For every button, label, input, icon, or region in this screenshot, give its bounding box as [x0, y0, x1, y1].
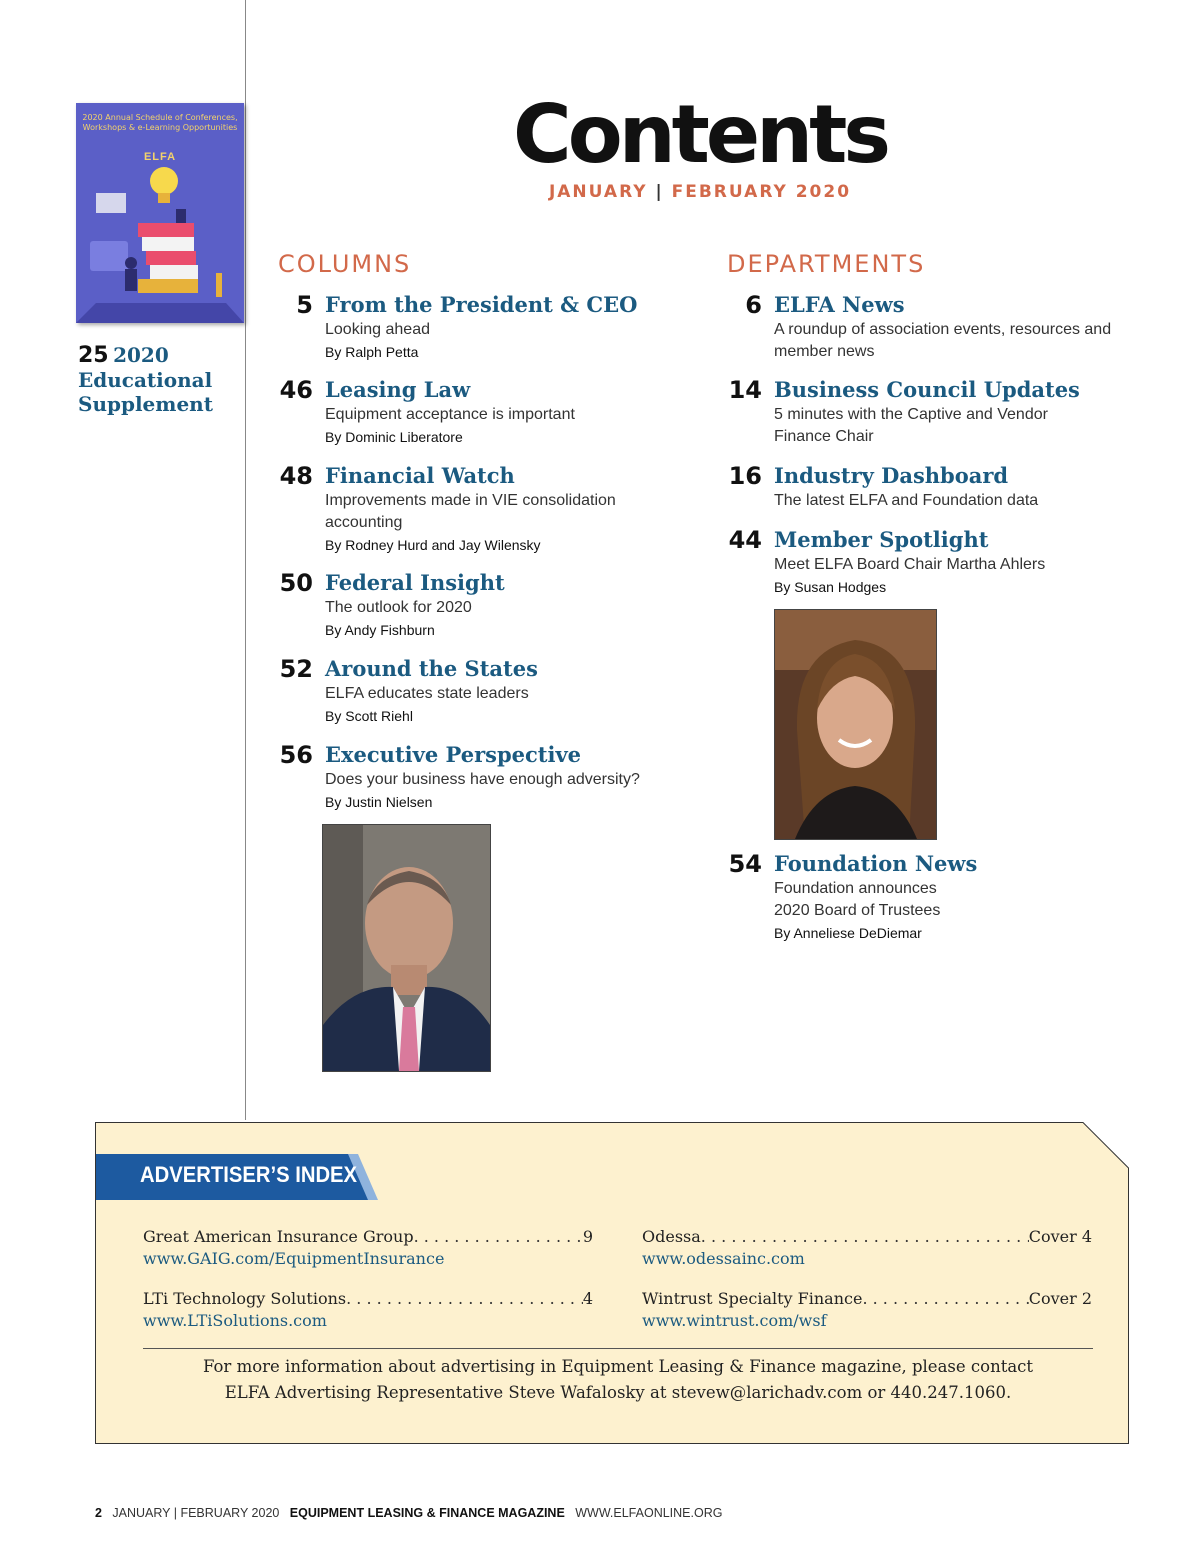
supplement-cover-image[interactable] — [76, 103, 244, 323]
toc-page-number: 46 — [279, 376, 313, 404]
toc-description: Does your business have enough adversity? — [325, 771, 640, 788]
toc-byline: By Ralph Petta — [325, 344, 419, 360]
toc-description: The outlook for 2020 — [325, 599, 472, 616]
toc-description: ELFA educates state leaders — [325, 685, 529, 702]
toc-page-number: 14 — [728, 376, 762, 404]
toc-entry[interactable] — [279, 741, 695, 813]
footer-issue: JANUARY | FEBRUARY 2020 — [112, 1506, 280, 1520]
advertiser-entry[interactable] — [642, 1226, 1092, 1270]
executive-portrait-photo — [322, 824, 491, 1072]
issue-date-left: JANUARY — [548, 182, 648, 202]
toc-title[interactable]: Business Council Updates — [774, 377, 1080, 402]
supplement-title-line2: Educational — [78, 368, 213, 392]
cover-illustration — [76, 163, 244, 323]
advertiser-page: 4 — [582, 1289, 593, 1308]
cover-title: 2020 Annual Schedule of Conferences, Workshops & e-Learning Opportunities — [82, 113, 238, 132]
advertisers-divider — [143, 1348, 1093, 1349]
toc-page-number: 54 — [728, 850, 762, 878]
toc-page-number: 52 — [279, 655, 313, 683]
toc-entry[interactable] — [745, 291, 1124, 363]
toc-page-number: 48 — [279, 462, 313, 490]
cover-logo: ELFA — [143, 151, 177, 163]
toc-entry[interactable] — [279, 376, 685, 448]
toc-byline: By Dominic Liberatore — [325, 429, 463, 445]
toc-entry[interactable] — [728, 462, 1124, 512]
advertiser-url-link[interactable]: www.LTiSolutions.com — [143, 1311, 327, 1330]
advertiser-page: 9 — [582, 1227, 593, 1246]
toc-title[interactable]: Member Spotlight — [774, 527, 989, 552]
page-footer — [95, 1506, 722, 1520]
advertiser-name: LTi Technology Solutions — [143, 1289, 347, 1308]
supplement-title-line3: Supplement — [78, 392, 213, 416]
advertiser-entry[interactable] — [143, 1288, 593, 1332]
toc-byline: By Scott Riehl — [325, 708, 413, 724]
page-title: Contents — [513, 88, 887, 181]
toc-title[interactable]: Foundation News — [774, 851, 978, 876]
advertiser-url-link[interactable]: www.odessainc.com — [642, 1249, 805, 1268]
advertising-contact-line1: For more information about advertising in Equipment Leasing & Finance magazine, please contact — [202, 1357, 1034, 1376]
toc-entry[interactable] — [279, 462, 665, 556]
advertiser-page: Cover 2 — [1028, 1289, 1092, 1308]
advertiser-url-link[interactable]: www.wintrust.com/wsf — [642, 1311, 827, 1330]
toc-page-number: 50 — [279, 569, 313, 597]
advertiser-entry[interactable] — [642, 1288, 1092, 1332]
toc-entry[interactable] — [296, 291, 685, 363]
column-divider — [245, 0, 246, 1120]
toc-page-number: 56 — [279, 741, 313, 769]
toc-entry[interactable] — [279, 569, 685, 641]
toc-description: The latest ELFA and Foundation data — [774, 492, 1039, 509]
advertiser-name: Odessa — [642, 1227, 701, 1246]
toc-title[interactable]: ELFA News — [774, 292, 905, 317]
supplement-title-line1: 2020 — [113, 343, 169, 367]
footer-magazine-name: EQUIPMENT LEASING & FINANCE MAGAZINE — [289, 1506, 565, 1520]
footer-url-link[interactable]: WWW.ELFAONLINE.ORG — [575, 1506, 723, 1520]
toc-title[interactable]: Industry Dashboard — [774, 463, 1009, 488]
toc-title[interactable]: From the President & CEO — [325, 292, 638, 317]
toc-page-number: 5 — [296, 291, 313, 319]
supplement-callout[interactable] — [78, 343, 238, 416]
toc-byline: By Rodney Hurd and Jay Wilensky — [325, 537, 541, 553]
toc-byline: By Andy Fishburn — [325, 622, 435, 638]
toc-description: Meet ELFA Board Chair Martha Ahlers — [774, 556, 1046, 573]
toc-page-number: 44 — [728, 526, 762, 554]
toc-title[interactable]: Executive Perspective — [325, 742, 582, 767]
toc-byline: By Anneliese DeDiemar — [774, 925, 922, 941]
toc-byline: By Susan Hodges — [774, 579, 887, 595]
toc-description: A roundup of association events, resources and member news — [774, 321, 1112, 360]
advertising-contact-note — [143, 1354, 1093, 1406]
toc-description: Equipment acceptance is important — [325, 406, 575, 423]
advertiser-name: Wintrust Specialty Finance — [642, 1289, 863, 1308]
toc-entry[interactable] — [728, 376, 1094, 448]
toc-page-number: 16 — [728, 462, 762, 490]
advertiser-name: Great American Insurance Group — [143, 1227, 414, 1246]
columns-heading: COLUMNS — [278, 250, 412, 278]
toc-title[interactable]: Leasing Law — [325, 377, 471, 402]
advertiser-entry[interactable] — [143, 1226, 593, 1270]
toc-page-number: 6 — [745, 291, 762, 319]
toc-title[interactable]: Federal Insight — [325, 570, 505, 595]
issue-date-separator: | — [655, 182, 664, 202]
toc-description: Improvements made in VIE consolidation accounting — [325, 492, 616, 531]
advertisers-index-heading: ADVERTISER’S INDEX — [140, 1162, 358, 1187]
toc-title[interactable]: Financial Watch — [325, 463, 515, 488]
advertiser-url-link[interactable]: www.GAIG.com/EquipmentInsurance — [143, 1249, 445, 1268]
toc-entry[interactable] — [728, 850, 1094, 944]
member-spotlight-photo — [774, 609, 937, 840]
toc-title[interactable]: Around the States — [325, 656, 538, 681]
toc-entry[interactable] — [279, 655, 685, 727]
issue-date-right: FEBRUARY 2020 — [671, 182, 852, 202]
toc-description: Foundation announces 2020 Board of Trustees — [774, 880, 941, 919]
toc-entry[interactable] — [728, 526, 1124, 598]
advertising-contact-line2: ELFA Advertising Representative Steve Wafalosky at stevew@larichadv.com or 440.247.1060. — [224, 1383, 1012, 1402]
departments-heading: DEPARTMENTS — [727, 250, 926, 278]
supplement-page-number: 25 — [78, 343, 109, 368]
advertiser-page: Cover 4 — [1028, 1227, 1092, 1246]
toc-description: Looking ahead — [325, 321, 430, 338]
footer-page-number: 2 — [95, 1506, 102, 1520]
toc-description: 5 minutes with the Captive and Vendor Finance Chair — [774, 406, 1048, 445]
issue-date — [500, 182, 900, 202]
toc-byline: By Justin Nielsen — [325, 794, 433, 810]
